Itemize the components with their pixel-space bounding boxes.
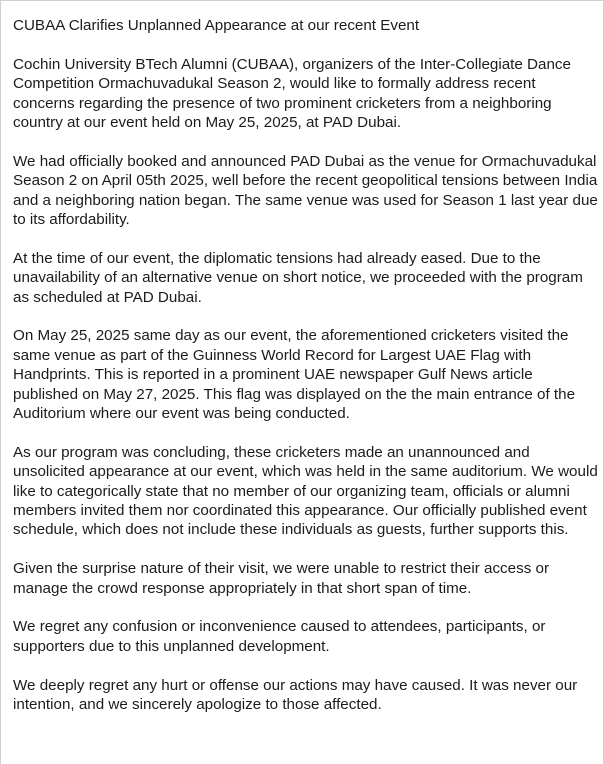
post-paragraph: On May 25, 2025 same day as our event, the aforementioned cricketers visited the same venue as part of the Guinness World Record for Largest UAE Flag with Handprints. This is reported in a prominent UAE newspaper Gulf News article published on May 27, 2025. This flag was displayed on the the main entrance of the Auditorium where our event was being conducted. (13, 327, 576, 423)
post-paragraph: Given the surprise nature of their visit, we were unable to restrict their access or manage the crowd response appropriately in that short span of time. (13, 560, 550, 597)
post-body (13, 16, 598, 734)
post-title: CUBAA Clarifies Unplanned Appearance at our recent Event (13, 17, 420, 34)
post-paragraph: We regret any confusion or inconvenience caused to attendees, participants, or supporters due to this unplanned development. (13, 618, 546, 655)
post-paragraph: We had officially booked and announced PAD Dubai as the venue for Ormachuvadukal Season 2 on April 05th 2025, well before the recent geopolitical tensions between India and a neighboring nation began. The same venue was used for Season 1 last year due to its affordability. (13, 152, 598, 229)
post-paragraph: We deeply regret any hurt or offense our actions may have caused. It was never our intention, and we sincerely apologize to those affected. (13, 676, 578, 714)
post-paragraph: As our program was concluding, these cricketers made an unannounced and unsolicited appearance at our event, which was held in the same auditorium. We would like to categorically state that no member of our organizing team, officials or alumni members invited them nor coordinated this appearance. Our officially published event schedule, which does not include these individuals as guests, further supports this. (13, 443, 598, 539)
post-paragraph: At the time of our event, the diplomatic tensions had already eased. Due to the unavailability of an alternative venue on short notice, we proceeded with the program as scheduled at PAD Dubai. (13, 249, 583, 306)
post-paragraph: Cochin University BTech Alumni (CUBAA), organizers of the Inter-Collegiate Dance Competition Ormachuvadukal Season 2, would like to formally address recent concerns regarding the presence of two prominent cricketers from a neighboring country at our event held on May 25, 2025, at PAD Dubai. (13, 55, 571, 132)
